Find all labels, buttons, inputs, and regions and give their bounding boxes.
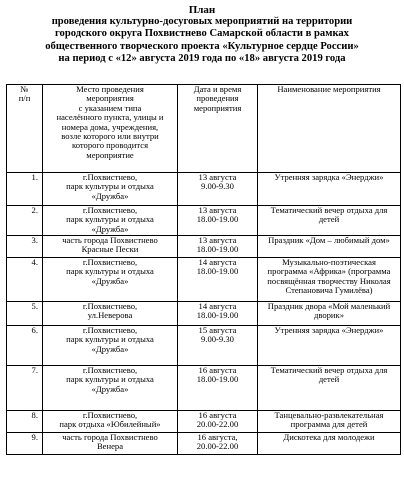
col-header-place: Место проведения мероприятия с указанием типа населённого пункта, улицы и номера дома, учреждения, возле которого или внутри которого проводится мероприятие xyxy=(43,85,178,173)
row-number: 1. xyxy=(7,173,43,206)
row-place: г.Похвистнево, парк культуры и отдыха «Дружба» xyxy=(43,258,178,302)
document-title: План xyxy=(188,4,216,16)
row-event-name: Танцевально-развлекательная программа для детей xyxy=(258,411,401,433)
row-place: г.Похвистнево, парк культуры и отдыха «Дружба» xyxy=(43,206,178,236)
row-event-name: Праздник двора «Мой маленький дворик» xyxy=(258,302,401,326)
row-event-name: Тематический вечер отдыха для детей xyxy=(258,366,401,411)
row-event-name: Праздник «Дом – любимый дом» xyxy=(258,236,401,258)
row-number: 6. xyxy=(7,326,43,366)
row-datetime: 13 августа 18.00-19.00 xyxy=(178,206,258,236)
row-datetime: 13 августа 18.00-19.00 xyxy=(178,236,258,258)
table-header xyxy=(7,85,401,173)
row-number: 7. xyxy=(7,366,43,411)
row-datetime: 15 августа 9.00-9.30 xyxy=(178,326,258,366)
row-number: 8. xyxy=(7,411,43,433)
table-row xyxy=(7,326,401,366)
table-row xyxy=(7,366,401,411)
row-event-name: Дискотека для молодежи xyxy=(258,433,401,455)
title-line-2: городского округа Похвистнево Самарской области в рамках xyxy=(55,28,349,40)
title-line-3: общественного творческого проекта «Культурное сердце России» xyxy=(45,40,359,52)
row-datetime: 16 августа, 20.00-22.00 xyxy=(178,433,258,455)
row-number: 3. xyxy=(7,236,43,258)
row-place: г.Похвистнево, ул.Неверова xyxy=(43,302,178,326)
col-header-number: № п/п xyxy=(7,85,43,173)
row-event-name: Утренняя зарядка «Энерджи» xyxy=(258,173,401,206)
row-datetime: 13 августа 9.00-9.30 xyxy=(178,173,258,206)
table-row xyxy=(7,433,401,455)
row-number: 5. xyxy=(7,302,43,326)
header-row xyxy=(7,85,401,173)
row-datetime: 16 августа 20.00-22.00 xyxy=(178,411,258,433)
events-table xyxy=(6,84,401,455)
row-datetime: 14 августа 18.00-19.00 xyxy=(178,258,258,302)
row-place: г.Похвистнево, парк отдыха «Юбилейный» xyxy=(43,411,178,433)
table-row xyxy=(7,302,401,326)
row-number: 2. xyxy=(7,206,43,236)
title-line-4: на период с «12» августа 2019 года по «18» августа 2019 года xyxy=(58,52,346,64)
table-row xyxy=(7,411,401,433)
col-header-event-name: Наименование мероприятия xyxy=(258,85,401,173)
table-row xyxy=(7,173,401,206)
row-event-name: Утренняя зарядка «Энерджи» xyxy=(258,326,401,366)
row-place: г.Похвистнево, парк культуры и отдыха «Дружба» xyxy=(43,173,178,206)
row-number: 9. xyxy=(7,433,43,455)
table-row xyxy=(7,206,401,236)
row-datetime: 14 августа 18.00-19.00 xyxy=(178,302,258,326)
table-row xyxy=(7,236,401,258)
col-header-datetime: Дата и время проведения мероприятия xyxy=(178,85,258,173)
row-place: часть города Похвистнево Красные Пески xyxy=(43,236,178,258)
table-body xyxy=(7,173,401,455)
row-event-name: Тематический вечер отдыха для детей xyxy=(258,206,401,236)
document-header xyxy=(0,4,404,65)
row-place: г.Похвистнево, парк культуры и отдыха «Дружба» xyxy=(43,326,178,366)
row-place: г.Похвистнево, парк культуры и отдыха «Дружба» xyxy=(43,366,178,411)
title-line-1: проведения культурно-досуговых мероприятий на территории xyxy=(51,16,353,28)
table-row xyxy=(7,258,401,302)
row-datetime: 16 августа 18.00-19.00 xyxy=(178,366,258,411)
row-place: часть города Похвистнево Венера xyxy=(43,433,178,455)
row-number: 4. xyxy=(7,258,43,302)
row-event-name: Музыкально-поэтическая программа «Африка» (программа посвящённая творчеству Николая Степановича Гумилёва) xyxy=(258,258,401,302)
